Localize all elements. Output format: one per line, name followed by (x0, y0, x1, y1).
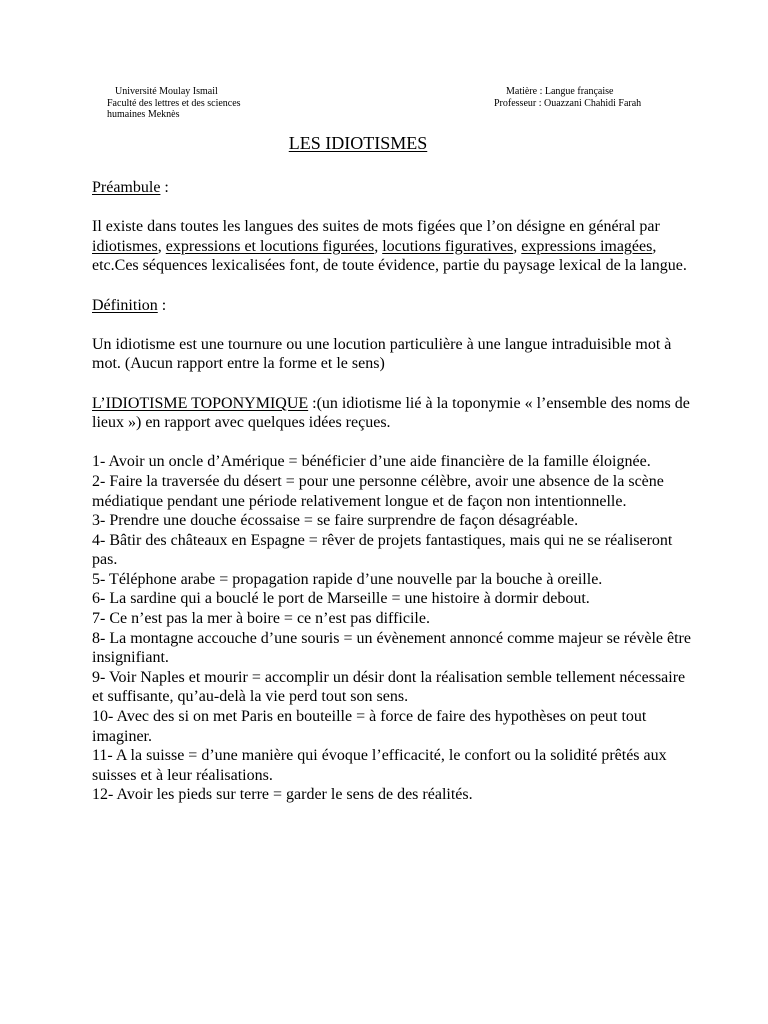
term-expressions-imagees: expressions imagées (521, 237, 653, 255)
list-item: 5- Téléphone arabe = propagation rapide d’une nouvelle par la bouche à oreille. (92, 570, 603, 588)
preamble-heading (92, 178, 692, 198)
professor-label: Professeur : Ouazzani Chahidi Farah (494, 97, 642, 109)
list-item: 11- A la suisse = d’une manière qui évoque l’efficacité, le confort ou la solidité prêtés aux suisses et à leur réalisations. (92, 747, 667, 784)
term-expressions-locutions: expressions et locutions figurées (165, 237, 375, 255)
course-header (494, 86, 714, 109)
term-locutions-figuratives: locutions figuratives (382, 237, 514, 255)
list-item: 3- Prendre une douche écossaise = se faire surprendre de façon désagréable. (92, 512, 579, 530)
institution-header (107, 86, 327, 121)
document-title: LES IDIOTISMES (288, 133, 428, 153)
preamble-text-part1: Il existe dans toutes les langues des suites de mots figées que l’on désigne en général par (92, 218, 660, 236)
preamble-paragraph (92, 217, 692, 276)
list-item: 4- Bâtir des châteaux en Espagne = rêver de projets fantastiques, mais qui ne se réaliseront pas. (92, 531, 673, 569)
preamble-text-part2: , etc.Ces séquences lexicalisées font, de toute évidence, partie du paysage lexical de la langue. (92, 237, 687, 275)
list-item: 8- La montagne accouche d’une souris = un évènement annoncé comme majeur se révèle être insignifiant. (92, 629, 691, 667)
definition-heading (92, 296, 692, 316)
toponymic-text: :(un idiotisme lié à la toponymie « l’ensemble des noms de lieux ») en rapport avec quelques idées reçues. (92, 394, 690, 432)
list-item: 1- Avoir un oncle d’Amérique = bénéficier d’une aide financière de la famille éloignée. (92, 453, 651, 471)
separator: , (157, 237, 166, 255)
list-item: 7- Ce n’est pas la mer à boire = ce n’est pas difficile. (92, 610, 430, 628)
preamble-heading-text: Préambule (92, 179, 161, 196)
term-idiotismes: idiotismes (92, 237, 158, 255)
toponymic-paragraph (92, 394, 692, 433)
list-item: 12- Avoir les pieds sur terre = garder le sens de des réalités. (92, 786, 473, 804)
university-name: Université Moulay Ismail (115, 86, 218, 97)
faculty-name-line1: Faculté des lettres et des sciences (107, 97, 241, 109)
toponymic-heading: L’IDIOTISME TOPONYMIQUE (92, 394, 309, 412)
definition-paragraph: Un idiotisme est une tournure ou une locution particulière à une langue intraduisible mot à mot. (Aucun rapport entre la forme et le sens) (92, 335, 672, 373)
definition-heading-text: Définition (92, 296, 158, 314)
list-item: 6- La sardine qui a bouclé le port de Marseille = une histoire à dormir debout. (92, 590, 590, 608)
subject-label: Matière : Langue française (506, 86, 614, 97)
document-body (92, 178, 692, 805)
faculty-name-line2: humaines Meknès (107, 109, 180, 120)
separator: , (374, 237, 383, 255)
list-item: 9- Voir Naples et mourir = accomplir un désir dont la réalisation semble tellement nécessaire et suffisante, qu’au-delà la vie perd tout son sens. (92, 668, 686, 706)
list-item: 10- Avec des si on met Paris en bouteille = à force de faire des hypothèses on peut tout imaginer. (92, 708, 647, 745)
definition-heading-colon: : (157, 296, 167, 314)
list-item: 2- Faire la traversée du désert = pour une personne célèbre, avoir une absence de la scène médiatique pendant une période relativement longue et de façon non intentionnelle. (92, 472, 664, 510)
preamble-heading-colon: : (160, 179, 169, 196)
separator: , (513, 237, 522, 255)
